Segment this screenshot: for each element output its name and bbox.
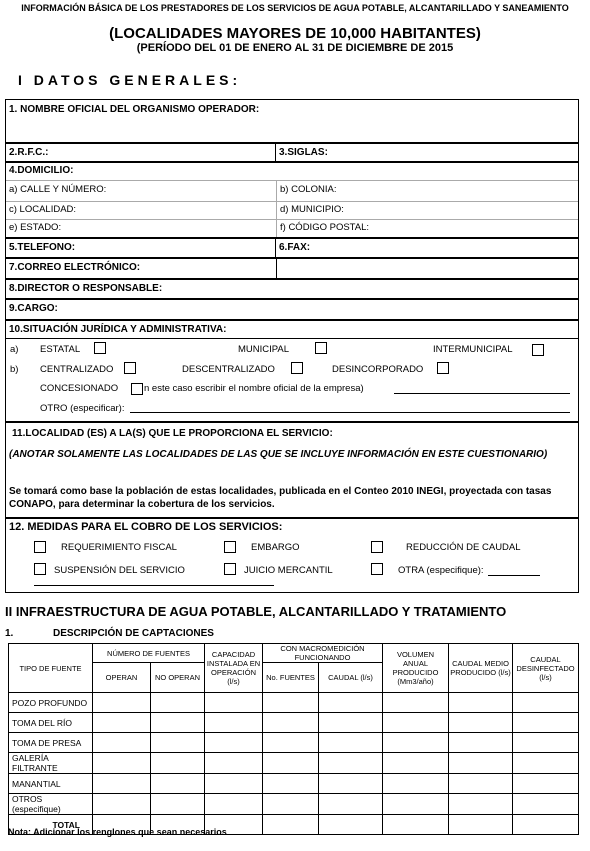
table-cell[interactable]	[263, 774, 319, 794]
field-correo[interactable]	[5, 258, 579, 279]
localidades-block	[5, 422, 579, 518]
estado-label: e) ESTADO:	[9, 222, 62, 233]
table-cell[interactable]	[319, 794, 383, 815]
table-cell[interactable]	[319, 815, 383, 835]
row-label: TOMA DEL RÍO	[9, 713, 93, 733]
table-cell[interactable]	[513, 815, 579, 835]
reduccion-label: REDUCCIÓN DE CAUDAL	[406, 542, 521, 553]
intermunicipal-checkbox[interactable]	[532, 344, 544, 356]
header-line1: INFORMACIÓN BÁSICA DE LOS PRESTADORES DE LOS SERVICIOS DE AGUA POTABLE, ALCANTARILLADO Y SANEAMIENTO	[21, 3, 569, 13]
section1-title: I DATOS GENERALES:	[18, 72, 242, 88]
h-numero-fuentes: NÚMERO DE FUENTES	[93, 644, 205, 663]
table-cell[interactable]	[449, 713, 513, 733]
field-siglas-label: 3.SIGLAS:	[279, 147, 328, 158]
row-label: GALERÍA FILTRANTE	[9, 753, 93, 774]
fax-label: 6.FAX:	[279, 242, 311, 253]
table-cell[interactable]	[205, 753, 263, 774]
h-volumen: VOLUMEN ANUAL PRODUCIDO (Mm3/año)	[383, 644, 449, 693]
table-row	[9, 794, 579, 815]
field-telefono[interactable]	[5, 238, 276, 258]
table-cell[interactable]	[263, 753, 319, 774]
header-line2: (LOCALIDADES MAYORES DE 10,000 HABITANTES)	[109, 25, 481, 42]
field-director[interactable]	[5, 279, 579, 299]
table-cell[interactable]	[151, 713, 205, 733]
req-fiscal-label: REQUERIMIENTO FISCAL	[61, 542, 177, 553]
h-caudal-desinfectado: CAUDAL DESINFECTADO (l/s)	[513, 644, 579, 693]
codigo-postal-label: f) CÓDIGO POSTAL:	[280, 222, 370, 233]
h-no-fuentes: No. FUENTES	[263, 663, 319, 693]
municipio-label: d) MUNICIPIO:	[280, 204, 344, 215]
localidades-label: 11.LOCALIDAD (ES) A LA(S) QUE LE PROPORCIONA EL SERVICIO:	[12, 428, 333, 439]
calle-numero-label: a) CALLE Y NÚMERO:	[9, 184, 107, 195]
descentralizado-checkbox[interactable]	[291, 362, 303, 374]
field-nombre-oficial-label: 1. NOMBRE OFICIAL DEL ORGANISMO OPERADOR:	[9, 104, 260, 115]
table-cell[interactable]	[263, 713, 319, 733]
table-cell[interactable]	[383, 733, 449, 753]
table-cell[interactable]	[513, 774, 579, 794]
table-cell[interactable]	[263, 733, 319, 753]
table-cell[interactable]	[319, 753, 383, 774]
field-siglas[interactable]	[275, 143, 579, 162]
h-tipo-fuente: TIPO DE FUENTE	[9, 644, 93, 693]
domicilio-label: 4.DOMICILIO:	[9, 165, 74, 176]
table-cell[interactable]	[383, 713, 449, 733]
situacion-juridica-block	[5, 320, 579, 422]
concesionado-name-line[interactable]	[394, 393, 570, 394]
centralizado-label: CENTRALIZADO	[40, 364, 114, 375]
embargo-checkbox[interactable]	[224, 541, 236, 553]
table-cell[interactable]	[383, 774, 449, 794]
table-cell[interactable]	[205, 733, 263, 753]
h-macromedicion: CON MACROMEDICIÓN FUNCIONANDO	[263, 644, 383, 663]
intermunicipal-label: INTERMUNICIPAL	[433, 344, 513, 355]
table-cell[interactable]	[93, 733, 151, 753]
table-row	[9, 753, 579, 774]
table-cell[interactable]	[449, 815, 513, 835]
row-label: MANANTIAL	[9, 774, 93, 794]
table-cell[interactable]	[263, 794, 319, 815]
table-cell[interactable]	[263, 693, 319, 713]
localidades-text: Se tomará como base la población de estas localidades, publicada en el Conteo 2010 INEGI, proyectada con tasas CONAPO, para determinar la cobertura de los servicios.	[9, 486, 552, 510]
estatal-checkbox[interactable]	[94, 342, 106, 354]
field-fax[interactable]	[275, 238, 579, 258]
table-cell[interactable]	[383, 753, 449, 774]
table-cell[interactable]	[383, 794, 449, 815]
juicio-checkbox[interactable]	[224, 563, 236, 575]
otra-line[interactable]	[488, 575, 540, 576]
table-cell[interactable]	[205, 713, 263, 733]
table-cell[interactable]	[263, 815, 319, 835]
embargo-label: EMBARGO	[251, 542, 300, 553]
table-cell[interactable]	[151, 794, 205, 815]
otra-checkbox[interactable]	[371, 563, 383, 575]
director-label: 8.DIRECTOR O RESPONSABLE:	[9, 283, 163, 294]
h-caudal-medio: CAUDAL MEDIO PRODUCIDO (l/s)	[449, 644, 513, 693]
table-cell[interactable]	[205, 794, 263, 815]
table-cell[interactable]	[319, 713, 383, 733]
table-cell[interactable]	[151, 693, 205, 713]
row-label: TOTAL	[9, 815, 93, 835]
desincorporado-label: DESINCORPORADO	[332, 364, 424, 375]
correo-label: 7.CORREO ELECTRÓNICO:	[9, 262, 141, 273]
otro-label: OTRO (especificar):	[40, 403, 125, 414]
table-cell[interactable]	[513, 713, 579, 733]
table-cell[interactable]	[513, 794, 579, 815]
domicilio-block	[5, 162, 579, 238]
table-cell[interactable]	[93, 753, 151, 774]
table-cell[interactable]	[319, 733, 383, 753]
table-row	[9, 733, 579, 753]
field-rfc-label: 2.R.F.C.:	[9, 147, 49, 158]
municipal-checkbox[interactable]	[315, 342, 327, 354]
row-label: TOMA DE PRESA	[9, 733, 93, 753]
estatal-label: ESTATAL	[40, 344, 81, 355]
desincorporado-checkbox[interactable]	[437, 362, 449, 374]
option-b-label: b)	[10, 364, 19, 375]
table-cell[interactable]	[513, 753, 579, 774]
table-cell[interactable]	[151, 774, 205, 794]
sub-number: 1.	[5, 628, 14, 639]
medidas-cobro-block	[5, 518, 579, 593]
municipal-label: MUNICIPAL	[238, 344, 290, 355]
table-cell[interactable]	[513, 693, 579, 713]
table-cell[interactable]	[319, 693, 383, 713]
captaciones-table	[8, 643, 579, 835]
medidas-bottom-line	[34, 585, 274, 586]
table-row	[9, 693, 579, 713]
option-a-label: a)	[10, 344, 19, 355]
table-cell[interactable]	[513, 733, 579, 753]
sub-title: DESCRIPCIÓN DE CAPTACIONES	[53, 628, 214, 639]
otra-label: OTRA (especifique):	[398, 565, 484, 576]
req-fiscal-checkbox[interactable]	[34, 541, 46, 553]
section2-title: II INFRAESTRUCTURA DE AGUA POTABLE, ALCANTARILLADO Y TRATAMIENTO	[5, 604, 507, 619]
table-note	[8, 827, 227, 837]
table-cell[interactable]	[449, 733, 513, 753]
centralizado-checkbox[interactable]	[124, 362, 136, 374]
table-cell[interactable]	[449, 753, 513, 774]
colonia-label: b) COLONIA:	[280, 184, 337, 195]
descentralizado-label: DESCENTRALIZADO	[182, 364, 275, 375]
telefono-label: 5.TELEFONO:	[9, 242, 76, 253]
table-cell[interactable]	[449, 794, 513, 815]
table-cell[interactable]	[383, 693, 449, 713]
medidas-cobro-label: 12. MEDIDAS PARA EL COBRO DE LOS SERVICIOS:	[9, 521, 283, 533]
table-cell[interactable]	[93, 713, 151, 733]
juicio-label: JUICIO MERCANTIL	[244, 565, 333, 576]
suspension-checkbox[interactable]	[34, 563, 46, 575]
table-cell[interactable]	[205, 774, 263, 794]
field-rfc[interactable]	[5, 143, 276, 162]
table-cell[interactable]	[151, 733, 205, 753]
localidades-note: (ANOTAR SOLAMENTE LAS LOCALIDADES DE LAS QUE SE INCLUYE INFORMACIÓN EN ESTE CUESTIONARIO)	[9, 449, 548, 460]
table-cell[interactable]	[93, 794, 151, 815]
suspension-label: SUSPENSIÓN DEL SERVICIO	[54, 565, 185, 576]
table-row	[9, 774, 579, 794]
table-cell[interactable]	[93, 774, 151, 794]
concesionado-note: n este caso escribir el nombre oficial de la empresa)	[144, 383, 364, 394]
header-line3: (PERÍODO DEL 01 DE ENERO AL 31 DE DICIEMBRE DE 2015	[136, 42, 454, 54]
table-cell[interactable]	[93, 693, 151, 713]
field-nombre-oficial[interactable]	[5, 99, 579, 143]
localidad-label: c) LOCALIDAD:	[9, 204, 77, 215]
concesionado-label: CONCESIONADO	[40, 383, 119, 394]
table-cell[interactable]	[205, 693, 263, 713]
table-cell[interactable]	[449, 693, 513, 713]
field-cargo[interactable]	[5, 299, 579, 320]
row-label: POZO PROFUNDO	[9, 693, 93, 713]
otro-line[interactable]	[130, 412, 570, 413]
row-label: OTROS (especifique)	[9, 794, 93, 815]
table-cell[interactable]	[151, 753, 205, 774]
concesionado-checkbox[interactable]	[131, 383, 143, 395]
table-row	[9, 713, 579, 733]
h-capacidad: CAPACIDAD INSTALADA EN OPERACIÓN (l/s)	[205, 644, 263, 693]
situacion-juridica-label: 10.SITUACIÓN JURÍDICA Y ADMINISTRATIVA:	[9, 324, 227, 335]
reduccion-checkbox[interactable]	[371, 541, 383, 553]
table-cell[interactable]	[383, 815, 449, 835]
h-no-operan: NO OPERAN	[151, 663, 205, 693]
h-caudal: CAUDAL (l/s)	[319, 663, 383, 693]
note-text: Nota: Adicionar los renglones que sean necesarios	[8, 827, 227, 837]
h-operan: OPERAN	[93, 663, 151, 693]
table-cell[interactable]	[319, 774, 383, 794]
cargo-label: 9.CARGO:	[9, 303, 58, 314]
table-cell[interactable]	[449, 774, 513, 794]
